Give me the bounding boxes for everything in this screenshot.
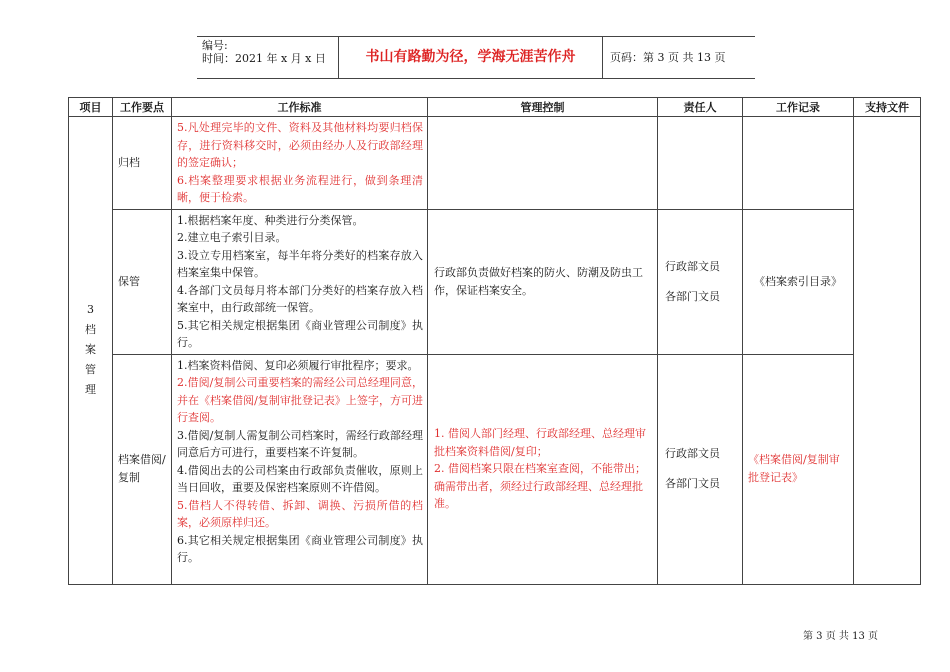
responsible	[658, 209, 743, 354]
item-char: 案	[85, 343, 96, 357]
standard-line: 6.其它相关规定根据集团《商业管理公司制度》执行。	[177, 533, 423, 564]
standard-line: 3.设立专用档案室，每半年将分类好的档案存放入档案室集中保管。	[177, 248, 423, 279]
control-line: 行政部负责做好档案的防火、防潮及防虫工作，保证档案安全。	[434, 266, 643, 297]
header-meta	[197, 37, 339, 78]
header-work-record: 工作记录	[743, 98, 854, 117]
number-label: 编号:	[202, 39, 228, 52]
time-label: 时间：2021 年 x 月 x 日	[202, 52, 326, 65]
responsible-name: 行政部文员	[665, 447, 720, 460]
table-row	[69, 354, 921, 584]
responsible	[658, 117, 743, 210]
document-header	[197, 36, 755, 79]
standard-line: 3.借阅/复制人需复制公司档案时，需经行政部经理同意后方可进行，重要档案不许复制。	[177, 428, 423, 459]
support-files	[854, 117, 921, 585]
archive-management-table	[68, 97, 921, 585]
work-standard	[172, 117, 428, 210]
work-record: 《档案索引目录》	[743, 209, 854, 354]
work-standard	[172, 354, 428, 584]
work-standard	[172, 209, 428, 354]
standard-line: 1.档案资料借阅、复印必须履行审批程序；要求。	[177, 358, 419, 372]
item-char: 档	[85, 323, 96, 337]
header-work-standard: 工作标准	[172, 98, 428, 117]
control-line: 2. 借阅档案只限在档案室查阅，不能带出；确需带出者，须经过行政部经理、总经理批准。	[434, 462, 646, 511]
standard-line: 2.建立电子索引目录。	[177, 231, 287, 244]
standard-line: 6.档案整理要求根据业务流程进行，做到条理清晰，便于检索。	[177, 173, 423, 204]
standard-line: 4.各部门文员每月将本部门分类好的档案存放入档案室中，由行政部统一保管。	[177, 283, 423, 314]
standard-line: 2.借阅/复制公司重要档案的需经公司总经理同意，并在《档案借阅/复制审批登记表》上签字，方可进行查阅。	[177, 376, 423, 424]
responsible	[658, 354, 743, 584]
item-cell	[69, 117, 113, 585]
item-number: 3	[87, 303, 94, 317]
header-support-files: 支持文件	[854, 98, 921, 117]
work-point: 归档	[113, 117, 172, 210]
responsible-name: 各部门文员	[665, 289, 720, 303]
work-record: 《档案借阅/复制审批登记表》	[743, 354, 854, 584]
table-header-row	[69, 98, 921, 117]
control-line: 1. 借阅人部门经理、行政部经理、总经理审批档案资料借阅/复印；	[434, 427, 646, 458]
responsible-name: 各部门文员	[665, 477, 720, 490]
item-char: 管	[85, 363, 96, 377]
standard-line: 5.借档人不得转借、拆卸、调换、污损所借的档案，必须原样归还。	[177, 498, 423, 529]
management-control	[428, 209, 658, 354]
header-work-point: 工作要点	[113, 98, 172, 117]
management-control	[428, 354, 658, 584]
work-record	[743, 117, 854, 210]
management-control	[428, 117, 658, 210]
responsible-name: 行政部文员	[665, 259, 720, 273]
page-footer: 第 3 页 共 13 页	[803, 631, 878, 642]
standard-line: 5.凡处理完毕的文件、资料及其他材料均要归档保存，进行资料移交时，必须由经办人及行政部经理的签定确认；	[177, 121, 423, 169]
standard-line: 5.其它相关规定根据集团《商业管理公司制度》执行。	[177, 318, 423, 349]
table-row	[69, 209, 921, 354]
item-char: 理	[85, 383, 96, 397]
standard-line: 4.借阅出去的公司档案由行政部负责催收，原则上当日回收，重要及保密档案原则不许借阅。	[177, 463, 423, 494]
header-management-control: 管理控制	[428, 98, 658, 117]
header-motto: 书山有路勤为径，学海无涯苦作舟	[339, 37, 603, 78]
header-page-label: 页码：第 3 页 共 13 页	[610, 51, 726, 64]
header-item: 项目	[69, 98, 113, 117]
header-responsible: 责任人	[658, 98, 743, 117]
standard-line: 1.根据档案年度、种类进行分类保管。	[177, 213, 364, 227]
work-point: 档案借阅/复制	[113, 354, 172, 584]
table-row	[69, 117, 921, 210]
work-point: 保管	[113, 209, 172, 354]
